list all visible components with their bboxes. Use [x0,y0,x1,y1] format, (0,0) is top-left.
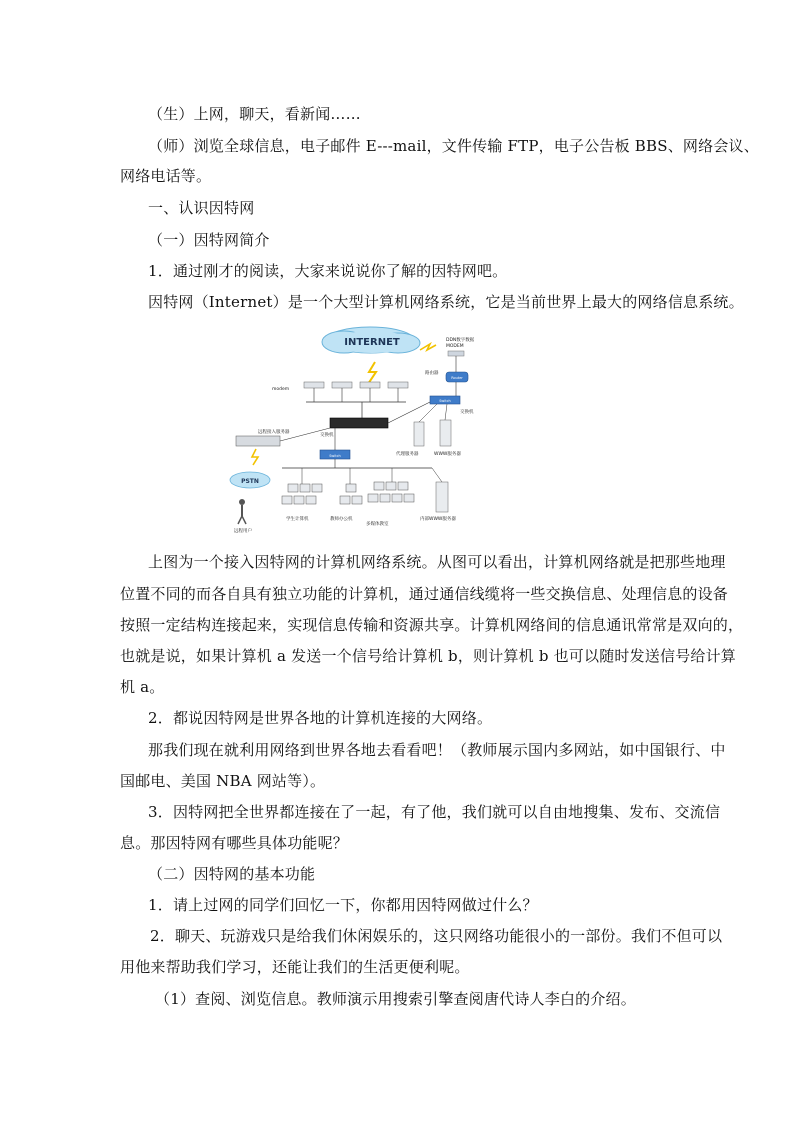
modem-icon [304,382,324,388]
student-pc-label: 学生计算机 [286,517,309,522]
top-switch-box-label: Switch [439,399,451,403]
paragraph-figure-desc-2: 位置不同的而各自具有独立功能的计算机，通过通信线缆将一些交换信息、处理信息的设备 [120,585,729,603]
lan-switch-box-label: Switch [329,454,341,458]
paragraph-item-1: 1．通过刚才的阅读，大家来说说你了解的因特网吧。 [148,262,508,280]
subsection-heading-2: （二）因特网的基本功能 [148,865,316,883]
paragraph-item-3: 3．因特网把全世界都连接在了一起，有了他，我们就可以自由地搜集、发布、交流信 [148,803,721,821]
remote-server-icon [236,436,280,446]
computer-icon [294,496,304,504]
paragraph-function-1: 1．请上过网的同学们回忆一下，你都用因特网做过什么？ [148,896,538,914]
computer-icon [398,482,408,490]
computer-icon [380,494,390,502]
lightning-ddn-icon [420,344,436,350]
www-server-icon [440,420,451,446]
media-room-label: 多媒体教室 [366,522,389,527]
computer-icon [312,484,322,492]
media-room-computers [368,482,414,502]
pstn-label: PSTN [241,478,259,485]
lightning-icon [368,362,376,384]
computer-icon [374,482,384,490]
proxy-server-label: 代理服务器 [396,452,419,457]
modem-label: MODEM [446,344,464,349]
internet-cloud-icon [322,327,420,353]
computer-icon [300,484,310,492]
intranet-www-label: 内部WWW服务器 [420,517,456,522]
computer-icon [392,494,402,502]
network-diagram-svg [222,322,490,534]
paragraph-teacher-answer: （师）浏览全球信息，电子邮件 E---mail，文件传输 FTP，电子公告板 BBS、网络会议、 [148,137,759,155]
paragraph-student-answer: （生）上网，聊天，看新闻…… [148,105,361,123]
modem-row-label: modem [272,387,290,392]
computer-icon [282,496,292,504]
teacher-computers [340,484,362,504]
computer-icon [404,494,414,502]
paragraph-teacher-answer-cont: 网络电话等。 [120,167,212,185]
teacher-pc-label: 教师办公机 [330,517,353,522]
subsection-heading-1: （一）因特网简介 [148,231,270,249]
computer-icon [306,496,316,504]
remote-user-icon [238,499,246,524]
paragraph-function-2-1: （1）查阅、浏览信息。教师演示用搜索引擎查阅唐代诗人李白的介绍。 [155,990,636,1008]
network-diagram [222,322,490,534]
remote-user-label: 远程用户 [234,529,252,534]
router-label: 路由器 [425,371,439,376]
paragraph-figure-desc-3: 按照一定结构连接起来，实现信息传输和资源共享。计算机网络间的信息通讯常常是双向的， [120,616,744,634]
lightning-pstn-icon [252,449,258,465]
modem-icon [388,382,408,388]
core-switch-icon [330,418,388,428]
computer-icon [288,484,298,492]
computer-icon [352,496,362,504]
student-computers [282,484,322,504]
paragraph-websites: 那我们现在就利用网络到世界各地去看看吧！（教师展示国内多网站，如中国银行、中 [148,741,726,759]
paragraph-figure-desc-5: 机 a。 [120,678,165,696]
top-switch-label: 交换机 [460,410,474,415]
computer-icon [346,484,356,492]
paragraph-item-2: 2．都说因特网是世界各地的计算机连接的大网络。 [148,709,493,727]
intranet-server-icon [436,482,448,512]
computer-icon [368,494,378,502]
router-box-label: Router [451,376,463,380]
paragraph-function-2-cont: 用他来帮助我们学习，还能让我们的生活更便利呢。 [120,958,470,976]
paragraph-function-2: 2．聊天、玩游戏只是给我们休闲娱乐的，这只网络功能很小的一部份。我们不但可以 [150,927,723,945]
ddn-modem-icon [448,351,464,356]
computer-icon [386,482,396,490]
internet-label: INTERNET [344,337,400,348]
remote-server-label: 远程接入服务器 [258,430,290,435]
paragraph-internet-intro: 因特网（Internet）是一个大型计算机网络系统，它是当前世界上最大的网络信息系统。 [148,293,744,311]
section-heading-1: 一、认识因特网 [148,199,255,217]
core-switch-label: 交换机 [320,433,334,438]
paragraph-websites-cont: 国邮电、美国 NBA 网站等）。 [120,772,326,790]
paragraph-figure-desc-4: 也就是说，如果计算机 a 发送一个信号给计算机 b，则计算机 b 也可以随时发送信号给计算 [120,647,736,665]
www-server-label: WWW服务器 [434,452,461,457]
paragraph-figure-desc-1: 上图为一个接入因特网的计算机网络系统。从图可以看出，计算机网络就是把那些地理 [148,553,726,571]
modem-icon [360,382,380,388]
modem-icon [332,382,352,388]
proxy-server-icon [414,422,424,446]
pstn-cloud-icon [230,472,270,488]
modem-row [304,382,408,388]
paragraph-item-3-cont: 息。那因特网有哪些具体功能呢？ [120,834,349,852]
ddn-label: DDN数字数据 [446,338,475,343]
computer-icon [340,496,350,504]
